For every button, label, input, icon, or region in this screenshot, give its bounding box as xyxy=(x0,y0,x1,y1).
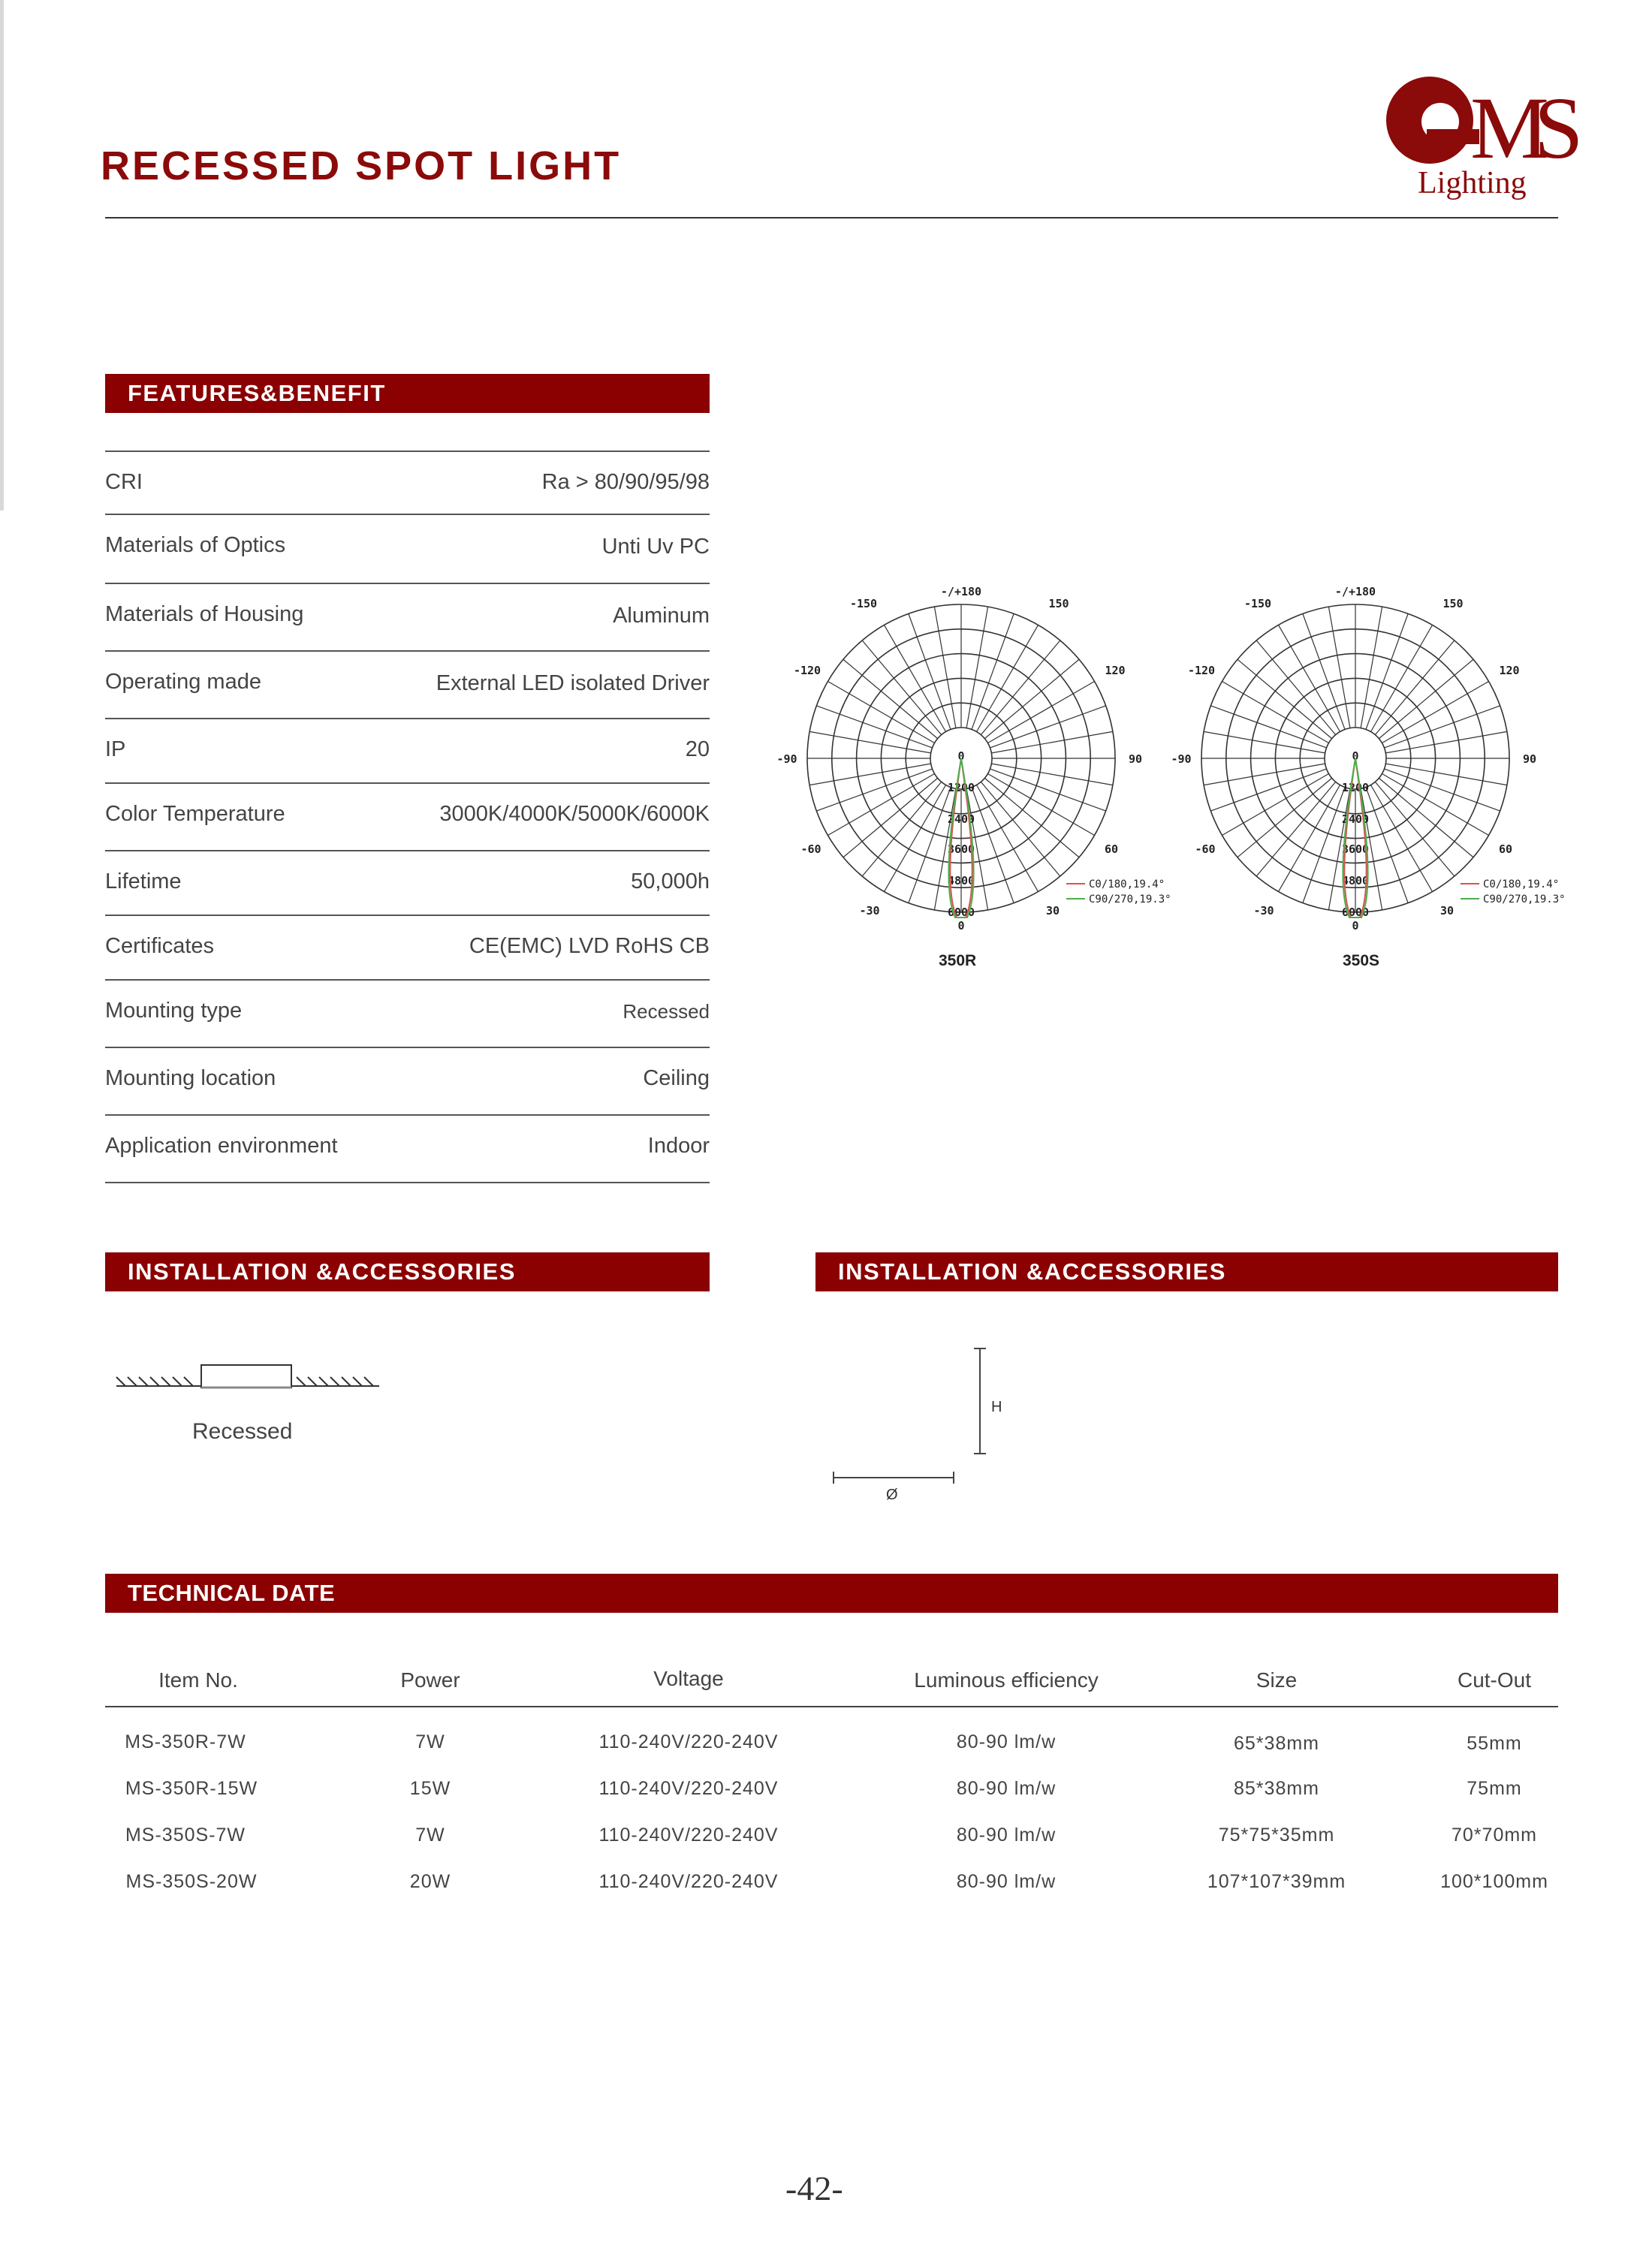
spec-row-application xyxy=(105,1114,710,1158)
polar-spoke xyxy=(990,706,1106,748)
polar-spoke xyxy=(1303,613,1345,729)
polar-spoke xyxy=(1303,788,1345,903)
spec-label: Materials of Housing xyxy=(105,602,304,626)
ceiling-hatch-right xyxy=(297,1377,373,1386)
spec-value: External LED isolated Driver xyxy=(436,671,710,695)
polar-angle-label: -60 xyxy=(800,842,821,856)
table-cell: 55mm xyxy=(1467,1733,1522,1754)
polar-angle-label: 120 xyxy=(1499,664,1520,677)
diameter-label: Ø xyxy=(886,1487,898,1503)
polar-radial-label: 0 xyxy=(957,919,965,933)
polar-spoke xyxy=(991,764,1113,785)
recessed-diagram xyxy=(113,1358,383,1395)
polar-spoke xyxy=(1328,607,1349,728)
polar-spoke xyxy=(809,764,931,785)
spec-row-housing xyxy=(105,583,710,628)
polar-spoke xyxy=(843,659,938,738)
polar-spoke xyxy=(966,607,987,728)
col-power: Power xyxy=(400,1668,460,1692)
polar-legend xyxy=(1066,878,1171,906)
polar-angle-label: -/+180 xyxy=(1334,585,1376,598)
polar-grid xyxy=(1171,585,1536,933)
legend-label: C0/180,19.4° xyxy=(1483,878,1560,890)
table-cell: 65*38mm xyxy=(1234,1733,1319,1754)
table-cell: 110-240V/220-240V xyxy=(598,1825,779,1846)
polar-spoke xyxy=(1237,659,1332,738)
polar-spoke xyxy=(984,659,1079,738)
table-cell: 75mm xyxy=(1467,1778,1522,1799)
polar-radial-label: 3600 xyxy=(947,842,975,856)
polar-spoke xyxy=(862,782,941,876)
spec-label: Materials of Optics xyxy=(105,533,286,557)
polar-spoke xyxy=(934,607,955,728)
legend-label: C90/270,19.3° xyxy=(1089,893,1171,906)
height-label: H xyxy=(991,1399,1002,1415)
col-size: Size xyxy=(1256,1668,1298,1692)
polar-spoke xyxy=(981,782,1060,876)
polar-spoke xyxy=(1375,782,1454,876)
spec-label: Color Temperature xyxy=(105,802,285,826)
polar-spoke xyxy=(1385,731,1507,752)
table-cell: 100*100mm xyxy=(1440,1871,1548,1892)
spec-row-certificates xyxy=(105,915,710,958)
table-cell: 110-240V/220-240V xyxy=(598,1731,779,1752)
spec-value: 20 xyxy=(685,737,710,761)
installation-heading-right: INSTALLATION &ACCESSORIES xyxy=(815,1252,1558,1291)
table-cell: 80-90 lm/w xyxy=(956,1825,1057,1846)
spec-row-bottom-rule xyxy=(105,1182,710,1183)
table-cell: 80-90 lm/w xyxy=(956,1731,1057,1752)
spec-value: Ceiling xyxy=(643,1066,710,1090)
polar-angle-label: -/+180 xyxy=(940,585,982,598)
spec-label: IP xyxy=(105,737,126,761)
col-item-no: Item No. xyxy=(158,1668,238,1692)
polar-spoke xyxy=(1210,769,1326,811)
polar-spoke xyxy=(972,788,1014,903)
polar-spoke xyxy=(984,778,1079,857)
spec-value: 50,000h xyxy=(631,869,710,893)
polar-spoke xyxy=(1385,769,1500,811)
polar-radial-label: 0 xyxy=(1352,919,1359,933)
polar-radial-label: 6000 xyxy=(1341,906,1370,919)
table-cell: MS-350S-7W xyxy=(125,1825,246,1846)
spec-row-cri xyxy=(105,450,710,494)
dimension-diagram xyxy=(826,1344,1006,1502)
technical-heading: TECHNICAL DATE xyxy=(105,1574,1558,1613)
polar-angle-label: -120 xyxy=(1187,664,1216,677)
table-cell: 107*107*39mm xyxy=(1207,1871,1346,1892)
polar-spoke xyxy=(991,731,1113,752)
logo-letters: MS xyxy=(1470,79,1569,177)
spec-row-optics xyxy=(105,514,710,559)
table-cell: 7W xyxy=(415,1731,445,1752)
table-cell: 85*38mm xyxy=(1234,1778,1319,1799)
polar-spoke xyxy=(816,769,932,811)
col-voltage: Voltage xyxy=(653,1667,724,1690)
polar-spoke xyxy=(1204,764,1325,785)
polar-legend xyxy=(1461,878,1566,906)
polar-angle-label: 150 xyxy=(1442,597,1464,610)
polar-spoke xyxy=(862,640,941,735)
page-edge xyxy=(0,0,4,511)
polar-radial-label: 2400 xyxy=(1341,812,1370,826)
polar-spoke xyxy=(990,769,1106,811)
spec-label: Mounting type xyxy=(105,999,243,1023)
spec-label: CRI xyxy=(105,470,143,494)
spec-value: Unti Uv PC xyxy=(601,535,710,559)
polar-angle-label: -30 xyxy=(859,904,880,918)
table-cell: MS-350S-20W xyxy=(125,1871,258,1892)
spec-row-mounting-location xyxy=(105,1047,710,1090)
spec-label: Operating made xyxy=(105,670,261,694)
spec-row-lifetime xyxy=(105,850,710,893)
polar-spoke xyxy=(1361,607,1382,728)
page-title: RECESSED SPOT LIGHT xyxy=(101,143,622,188)
polar-angle-label: -90 xyxy=(776,752,797,766)
polar-angle-label: 150 xyxy=(1048,597,1069,610)
polar-radial-label: 0 xyxy=(957,749,965,763)
col-cut-out: Cut-Out xyxy=(1457,1668,1532,1692)
polar-radial-label: 2400 xyxy=(947,812,975,826)
polar-spoke xyxy=(843,778,938,857)
polar-spoke xyxy=(1204,731,1325,752)
features-heading: FEATURES&BENEFIT xyxy=(105,374,710,413)
polar-chart-350s xyxy=(1171,585,1573,946)
polar-name-350s: 350S xyxy=(1343,952,1380,969)
polar-radial-label: 1200 xyxy=(1341,781,1370,794)
polar-radial-label: 4800 xyxy=(947,874,975,887)
polar-spoke xyxy=(1256,640,1335,735)
polar-spoke xyxy=(909,788,951,903)
polar-spoke xyxy=(1375,640,1454,735)
table-cell: MS-350R-7W xyxy=(125,1731,246,1752)
polar-angle-label: -150 xyxy=(849,597,878,610)
polar-spoke xyxy=(972,613,1014,729)
col-luminous-efficiency: Luminous efficiency xyxy=(914,1668,1099,1692)
polar-radial-label: 0 xyxy=(1352,749,1359,763)
polar-spoke xyxy=(1379,778,1473,857)
polar-spoke xyxy=(1366,788,1408,903)
polar-radial-label: 1200 xyxy=(947,781,975,794)
polar-radial-label: 6000 xyxy=(947,906,975,919)
legend-label: C0/180,19.4° xyxy=(1089,878,1165,890)
polar-radial-label: 3600 xyxy=(1341,842,1370,856)
polar-radial-label: 4800 xyxy=(1341,874,1370,887)
polar-angle-label: 30 xyxy=(1045,904,1060,918)
table-cell: 110-240V/220-240V xyxy=(598,1778,779,1799)
polar-spoke xyxy=(1237,778,1332,857)
polar-spoke xyxy=(816,706,932,748)
polar-spoke xyxy=(981,640,1060,735)
table-cell: 75*75*35mm xyxy=(1218,1825,1335,1846)
table-cell: 70*70mm xyxy=(1452,1825,1537,1846)
polar-angle-label: 60 xyxy=(1104,842,1119,856)
spec-row-color-temperature xyxy=(105,782,710,826)
spec-label: Certificates xyxy=(105,934,215,958)
spec-value: 3000K/4000K/5000K/6000K xyxy=(439,802,710,826)
polar-angle-label: 90 xyxy=(1522,752,1537,766)
polar-chart-350r xyxy=(776,585,1179,946)
spec-value: Recessed xyxy=(623,1000,710,1023)
polar-spoke xyxy=(1366,613,1408,729)
polar-angle-label: -150 xyxy=(1244,597,1272,610)
polar-angle-label: -30 xyxy=(1253,904,1274,918)
polar-spoke xyxy=(1210,706,1326,748)
spec-value: Aluminum xyxy=(613,604,710,628)
ceiling-hatch-left xyxy=(116,1377,193,1386)
fixture-outline xyxy=(201,1365,291,1388)
spec-row-ip xyxy=(105,718,710,761)
page-number: -42- xyxy=(785,2169,843,2207)
polar-angle-label: -120 xyxy=(793,664,821,677)
polar-spoke xyxy=(809,731,931,752)
spec-value: CE(EMC) LVD RoHS CB xyxy=(469,934,710,958)
table-cell: 15W xyxy=(409,1778,451,1799)
polar-angle-label: 60 xyxy=(1498,842,1513,856)
polar-grid xyxy=(776,585,1142,933)
table-cell: 80-90 lm/w xyxy=(956,1871,1057,1892)
polar-angle-label: -90 xyxy=(1171,752,1192,766)
spec-value: Indoor xyxy=(647,1134,710,1158)
polar-spoke xyxy=(909,613,951,729)
polar-angle-label: -60 xyxy=(1195,842,1216,856)
spec-label: Mounting location xyxy=(105,1066,276,1090)
recessed-label: Recessed xyxy=(192,1419,293,1444)
title-divider xyxy=(105,217,1558,218)
polar-name-350r: 350R xyxy=(939,952,977,969)
spec-row-mounting-type xyxy=(105,979,710,1023)
technical-divider xyxy=(105,1706,1558,1707)
table-cell: 20W xyxy=(409,1871,451,1892)
spec-value: Ra > 80/90/95/98 xyxy=(541,470,710,494)
table-cell: MS-350R-15W xyxy=(125,1778,258,1799)
logo-text: Lighting xyxy=(1418,166,1527,200)
installation-heading-left: INSTALLATION &ACCESSORIES xyxy=(105,1252,710,1291)
table-cell: 110-240V/220-240V xyxy=(598,1871,779,1892)
legend-label: C90/270,19.3° xyxy=(1483,893,1566,906)
polar-spoke xyxy=(1379,659,1473,738)
spec-label: Application environment xyxy=(105,1134,338,1158)
polar-spoke xyxy=(1256,782,1335,876)
polar-spoke xyxy=(1385,764,1507,785)
polar-angle-label: 120 xyxy=(1105,664,1126,677)
table-cell: 7W xyxy=(415,1825,445,1846)
table-cell: 80-90 lm/w xyxy=(956,1778,1057,1799)
spec-row-operating xyxy=(105,650,710,695)
polar-spoke xyxy=(1385,706,1500,748)
polar-angle-label: 30 xyxy=(1439,904,1455,918)
polar-angle-label: 90 xyxy=(1128,752,1143,766)
spec-label: Lifetime xyxy=(105,869,182,893)
